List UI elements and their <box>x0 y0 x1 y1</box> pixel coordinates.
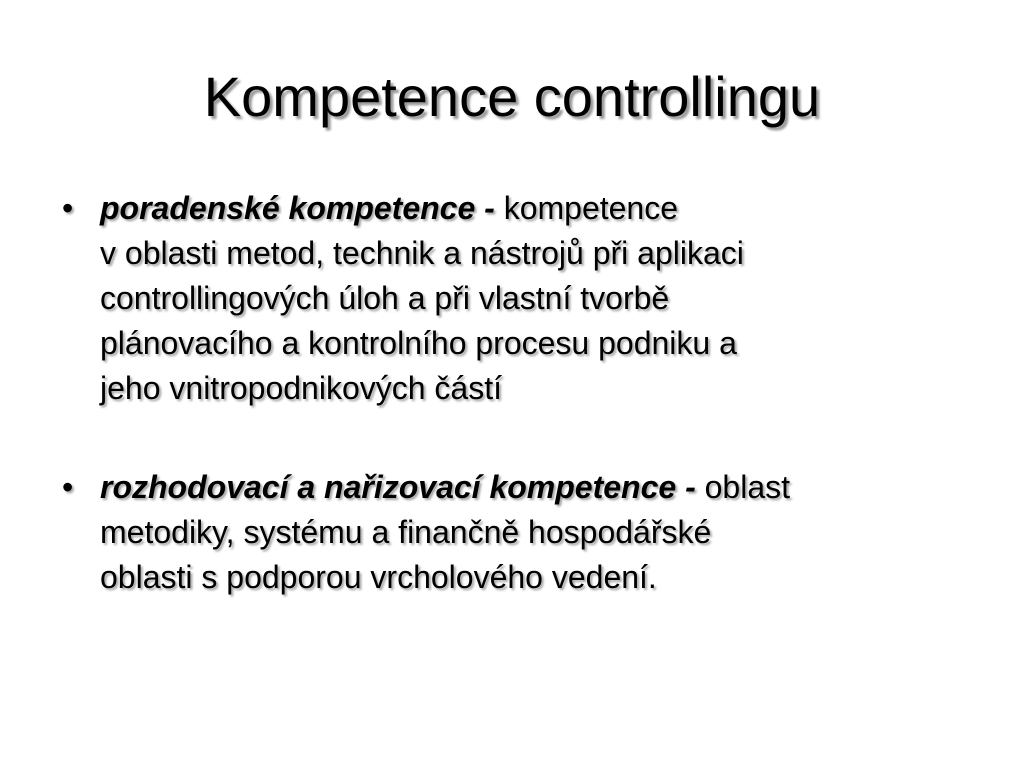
bullet-first-line-text: kompetence <box>503 190 679 226</box>
bullet-term: poradenské kompetence - <box>100 190 495 226</box>
bullet-item-rozhodovaci-kompetence <box>60 465 980 600</box>
slide-title: Kompetence controllingu <box>203 65 821 128</box>
bullet-line: v oblasti metod, technik a nástrojů při aplikaci <box>100 235 744 271</box>
bullet-item-poradenske-kompetence <box>60 186 980 411</box>
bullet-term: rozhodovací a nařizovací kompetence - <box>100 469 696 505</box>
bullet-first-line-text: oblast <box>704 469 791 505</box>
bullet-line: plánovacího a kontrolního procesu podniku a <box>100 325 737 361</box>
bullet-line: oblasti s podporou vrcholového vedení. <box>100 559 657 595</box>
bullet-first-line <box>100 465 980 510</box>
bullet-first-line <box>100 186 980 231</box>
bullet-marker: • <box>62 190 74 226</box>
bullet-line: jeho vnitropodnikových částí <box>100 370 502 406</box>
bullet-list <box>60 186 980 600</box>
bullet-line: controllingových úloh a při vlastní tvorbě <box>100 280 670 316</box>
bullet-line: metodiky, systému a finančně hospodářské <box>100 514 712 550</box>
bullet-marker: • <box>62 469 74 505</box>
